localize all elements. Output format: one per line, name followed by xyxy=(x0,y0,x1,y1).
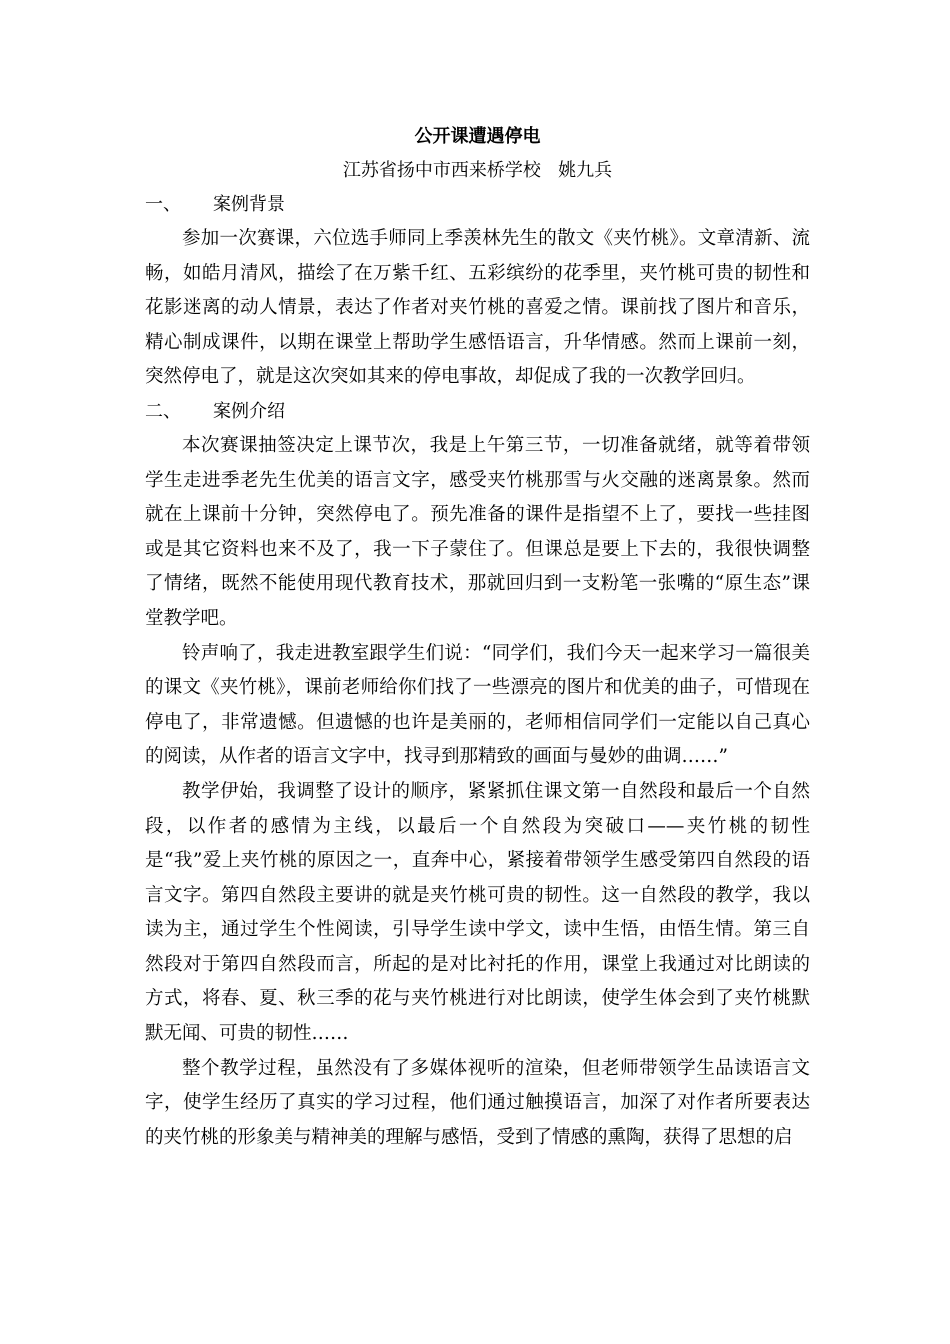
document-title: 公开课遭遇停电 xyxy=(414,126,541,147)
section-heading xyxy=(145,395,810,429)
author-line: 江苏省扬中市西来桥学校 姚九兵 xyxy=(342,160,613,181)
section-number: 一、 xyxy=(145,194,181,215)
paragraph: 本次赛课抽签决定上课节次，我是上午第三节，一切准备就绪，就等着带领学生走进季老先生优美的语言文字，感受夹竹桃那雪与火交融的迷离景象。然而就在上课前十分钟，突然停电了。预先准备的课件是指望不上了，要找一些挂图或是其它资料也来不及了，我一下子蒙住了。但课总是要上下去的，我很快调整了情绪，既然不能使用现代教育技术，那就回归到一支粉笔一张嘴的“原生态”课堂教学吧。 xyxy=(145,434,810,629)
paragraph: 铃声响了，我走进教室跟学生们说：“同学们，我们今天一起来学习一篇很美的课文《夹竹桃》，课前老师给你们找了一些漂亮的图片和优美的曲子，可惜现在停电了，非常遗憾。但遗憾的也许是美丽的，老师相信同学们一定能以自己真心的阅读，从作者的语言文字中，找寻到那精致的画面与曼妙的曲调……” xyxy=(145,642,810,768)
section-heading xyxy=(145,188,810,222)
document-page xyxy=(145,120,810,1155)
section-title: 案例介绍 xyxy=(213,400,285,422)
section-title: 案例背景 xyxy=(213,194,285,215)
paragraph: 整个教学过程，虽然没有了多媒体视听的渲染，但老师带领学生品读语言文字，使学生经历了真实的学习过程，他们通过触摸语言，加深了对作者所要表达的夹竹桃的形象美与精神美的理解与感悟，受到了情感的熏陶，获得了思想的启 xyxy=(145,1057,810,1148)
section-number: 二、 xyxy=(145,400,181,422)
paragraph: 教学伊始，我调整了设计的顺序，紧紧抓住课文第一自然段和最后一个自然段，以作者的感情为主线，以最后一个自然段为突破口——夹竹桃的韧性是“我”爱上夹竹桃的原因之一，直奔中心，紧接着带领学生感受第四自然段的语言文字。第四自然段主要讲的就是夹竹桃可贵的韧性。这一自然段的教学，我以读为主，通过学生个性阅读，引导学生读中学文，读中生悟，由悟生情。第三自然段对于第四自然段而言，所起的是对比衬托的作用，课堂上我通过对比朗读的方式，将春、夏、秋三季的花与夹竹桃进行对比朗读，使学生体会到了夹竹桃默默无闻、可贵的韧性…… xyxy=(145,780,810,1045)
paragraph: 参加一次赛课，六位选手师同上季羡林先生的散文《夹竹桃》。文章清新、流畅，如皓月清风，描绘了在万紫千红、五彩缤纷的花季里，夹竹桃可贵的韧性和花影迷离的动人情景，表达了作者对夹竹桃的喜爱之情。课前找了图片和音乐，精心制成课件，以期在课堂上帮助学生感悟语言，升华情感。然而上课前一刻，突然停电了，就是这次突如其来的停电事故，却促成了我的一次教学回归。 xyxy=(145,228,810,388)
